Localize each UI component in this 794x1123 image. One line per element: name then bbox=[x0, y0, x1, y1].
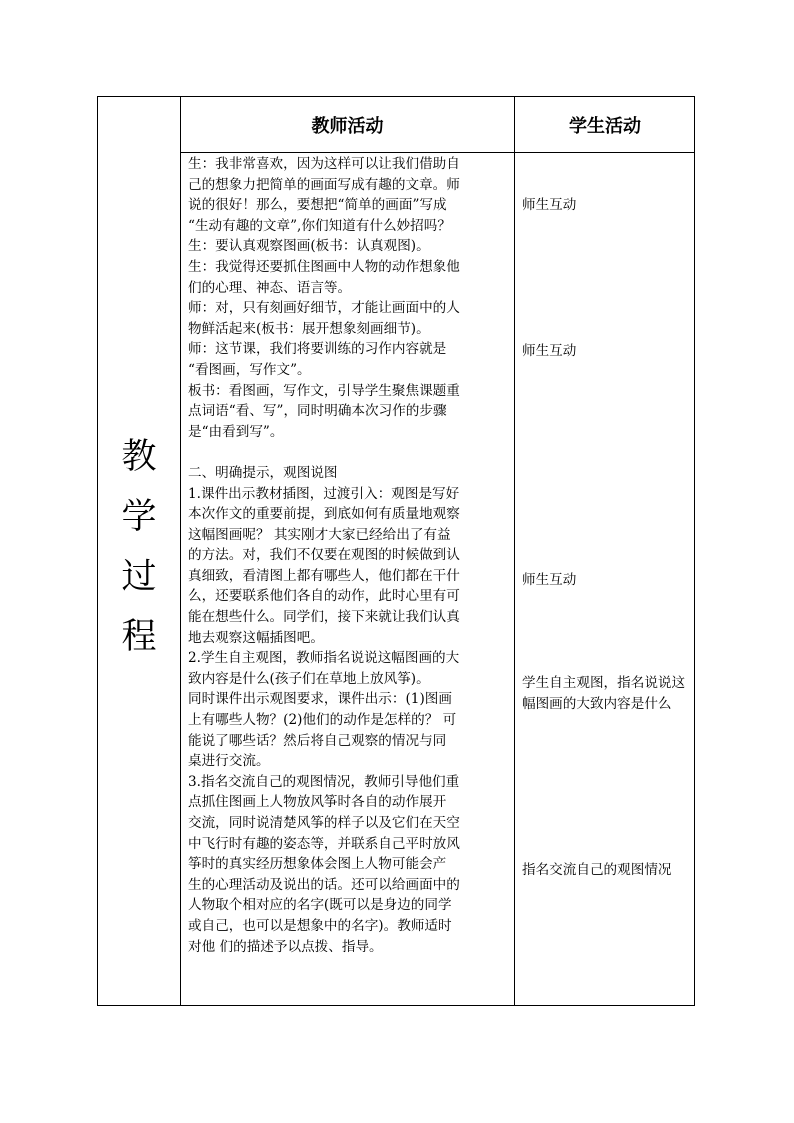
column-divider-left bbox=[180, 97, 181, 1005]
student-note: 师生互动 bbox=[522, 197, 577, 213]
teacher-text-line: 同时课件出示观图要求，课件出示：(1)图画 bbox=[188, 691, 452, 708]
teacher-text-line: 物鲜活起来(板书：展开想象刻画细节)。 bbox=[188, 320, 430, 337]
teacher-text-line: 说的很好！那么，要想把“简单的画面”写成 bbox=[188, 197, 447, 214]
teacher-text-line: 3.指名交流自己的观图情况，教师引导他们重 bbox=[188, 773, 460, 790]
teacher-text-line: 对他 们的描述予以点拨、指导。 bbox=[188, 938, 383, 955]
teacher-text-line: 是“由看到写”。 bbox=[188, 423, 284, 440]
teacher-text-line: 能在想些什么。同学们，接下来就让我们认真 bbox=[188, 609, 460, 626]
side-char: 程 bbox=[121, 617, 157, 657]
teacher-activity-content bbox=[188, 154, 515, 957]
teacher-text-line: 点词语“看、写”，同时明确本次习作的步骤 bbox=[188, 403, 447, 420]
teacher-text-line: 师：这节课，我们将要训练的习作内容就是 bbox=[188, 341, 447, 358]
teacher-text-line: 板书：看图画，写作文，引导学生聚焦课题重 bbox=[188, 382, 460, 399]
student-note: 指名交流自己的观图情况 bbox=[522, 862, 672, 878]
teacher-text-line: 生：我非常喜欢，因为这样可以让我们借助自 bbox=[188, 156, 460, 172]
teacher-text-line: 致内容是什么(孩子们在草地上放风筝)。 bbox=[188, 670, 430, 687]
teacher-text-line: 生：我觉得还要抓住图画中人物的动作想象他 bbox=[188, 258, 460, 275]
student-activity-header: 学生活动 bbox=[569, 116, 641, 137]
teacher-text-line: 2.学生自主观图，教师指名说说这幅图画的大 bbox=[188, 650, 460, 667]
teacher-text-line: 能说了哪些话？然后将自己观察的情况与同 bbox=[188, 732, 447, 749]
teacher-text-line: 真细致，看清图上都有哪些人，他们都在干什 bbox=[188, 567, 460, 584]
teacher-text-line: 二、明确提示，观图说图 bbox=[188, 464, 338, 481]
student-note: 学生自主观图，指名说说这幅图画的大致内容是什么 bbox=[522, 675, 686, 712]
teacher-text-line: 1.课件出示教材插图，过渡引入：观图是写好 bbox=[188, 485, 460, 502]
teacher-text-line: “生动有趣的文章”,你们知道有什么妙招吗？ bbox=[188, 217, 451, 234]
teacher-text-line: 这幅图画呢？ 其实刚才大家已经给出了有益 bbox=[188, 526, 451, 543]
student-note: 师生互动 bbox=[522, 572, 577, 588]
student-note: 师生互动 bbox=[522, 343, 577, 359]
teaching-process-label bbox=[98, 427, 180, 667]
teacher-text-line: 生：要认真观察图画(板书：认真观图)。 bbox=[188, 238, 430, 255]
teacher-text-line: 的方法。对，我们不仅要在观图的时候做到认 bbox=[188, 547, 460, 564]
teacher-text-line: 上有哪些人物？(2)他们的动作是怎样的？ 可 bbox=[188, 712, 457, 729]
teacher-text-line: 点抓住图画上人物放风筝时各自的动作展开 bbox=[188, 794, 447, 811]
lesson-table bbox=[97, 96, 695, 1006]
teacher-text-line: 交流，同时说清楚风筝的样子以及它们在天空 bbox=[188, 815, 460, 831]
side-char: 教 bbox=[121, 437, 157, 477]
teacher-text-line: 地去观察这幅插图吧。 bbox=[188, 629, 324, 646]
teacher-text-line: “看图画，写作文”。 bbox=[188, 361, 311, 378]
teacher-text-line: 己的想象力把简单的画面写成有趣的文章。师 bbox=[188, 176, 460, 193]
teacher-text-line: 桌进行交流。 bbox=[188, 753, 270, 770]
side-char: 学 bbox=[121, 497, 157, 537]
teacher-text-line: 筝时的真实经历想象体会图上人物可能会产 bbox=[188, 856, 447, 873]
teacher-text-line: 或自己，也可以是想象中的名字)。教师适时 bbox=[188, 917, 452, 934]
teacher-text-line: 么，还要联系他们各自的动作，此时心里有可 bbox=[188, 588, 460, 605]
teacher-text-line: 中飞行时有趣的姿态等，并联系自己平时放风 bbox=[188, 835, 460, 852]
teacher-text-line: 们的心理、神态、语言等。 bbox=[188, 279, 352, 296]
side-char: 过 bbox=[121, 557, 157, 597]
teacher-text-line: 人物取个相对应的名字(既可以是身边的同学 bbox=[188, 897, 452, 914]
teacher-activity-header: 教师活动 bbox=[311, 116, 384, 137]
teacher-text-line bbox=[188, 442, 515, 463]
teacher-text-line: 生的心理活动及说出的话。还可以给画面中的 bbox=[188, 876, 460, 893]
teacher-text-line: 本次作文的重要前提，到底如何有质量地观察 bbox=[188, 506, 460, 523]
teacher-text-line: 师：对，只有刻画好细节，才能让画面中的人 bbox=[188, 300, 460, 317]
